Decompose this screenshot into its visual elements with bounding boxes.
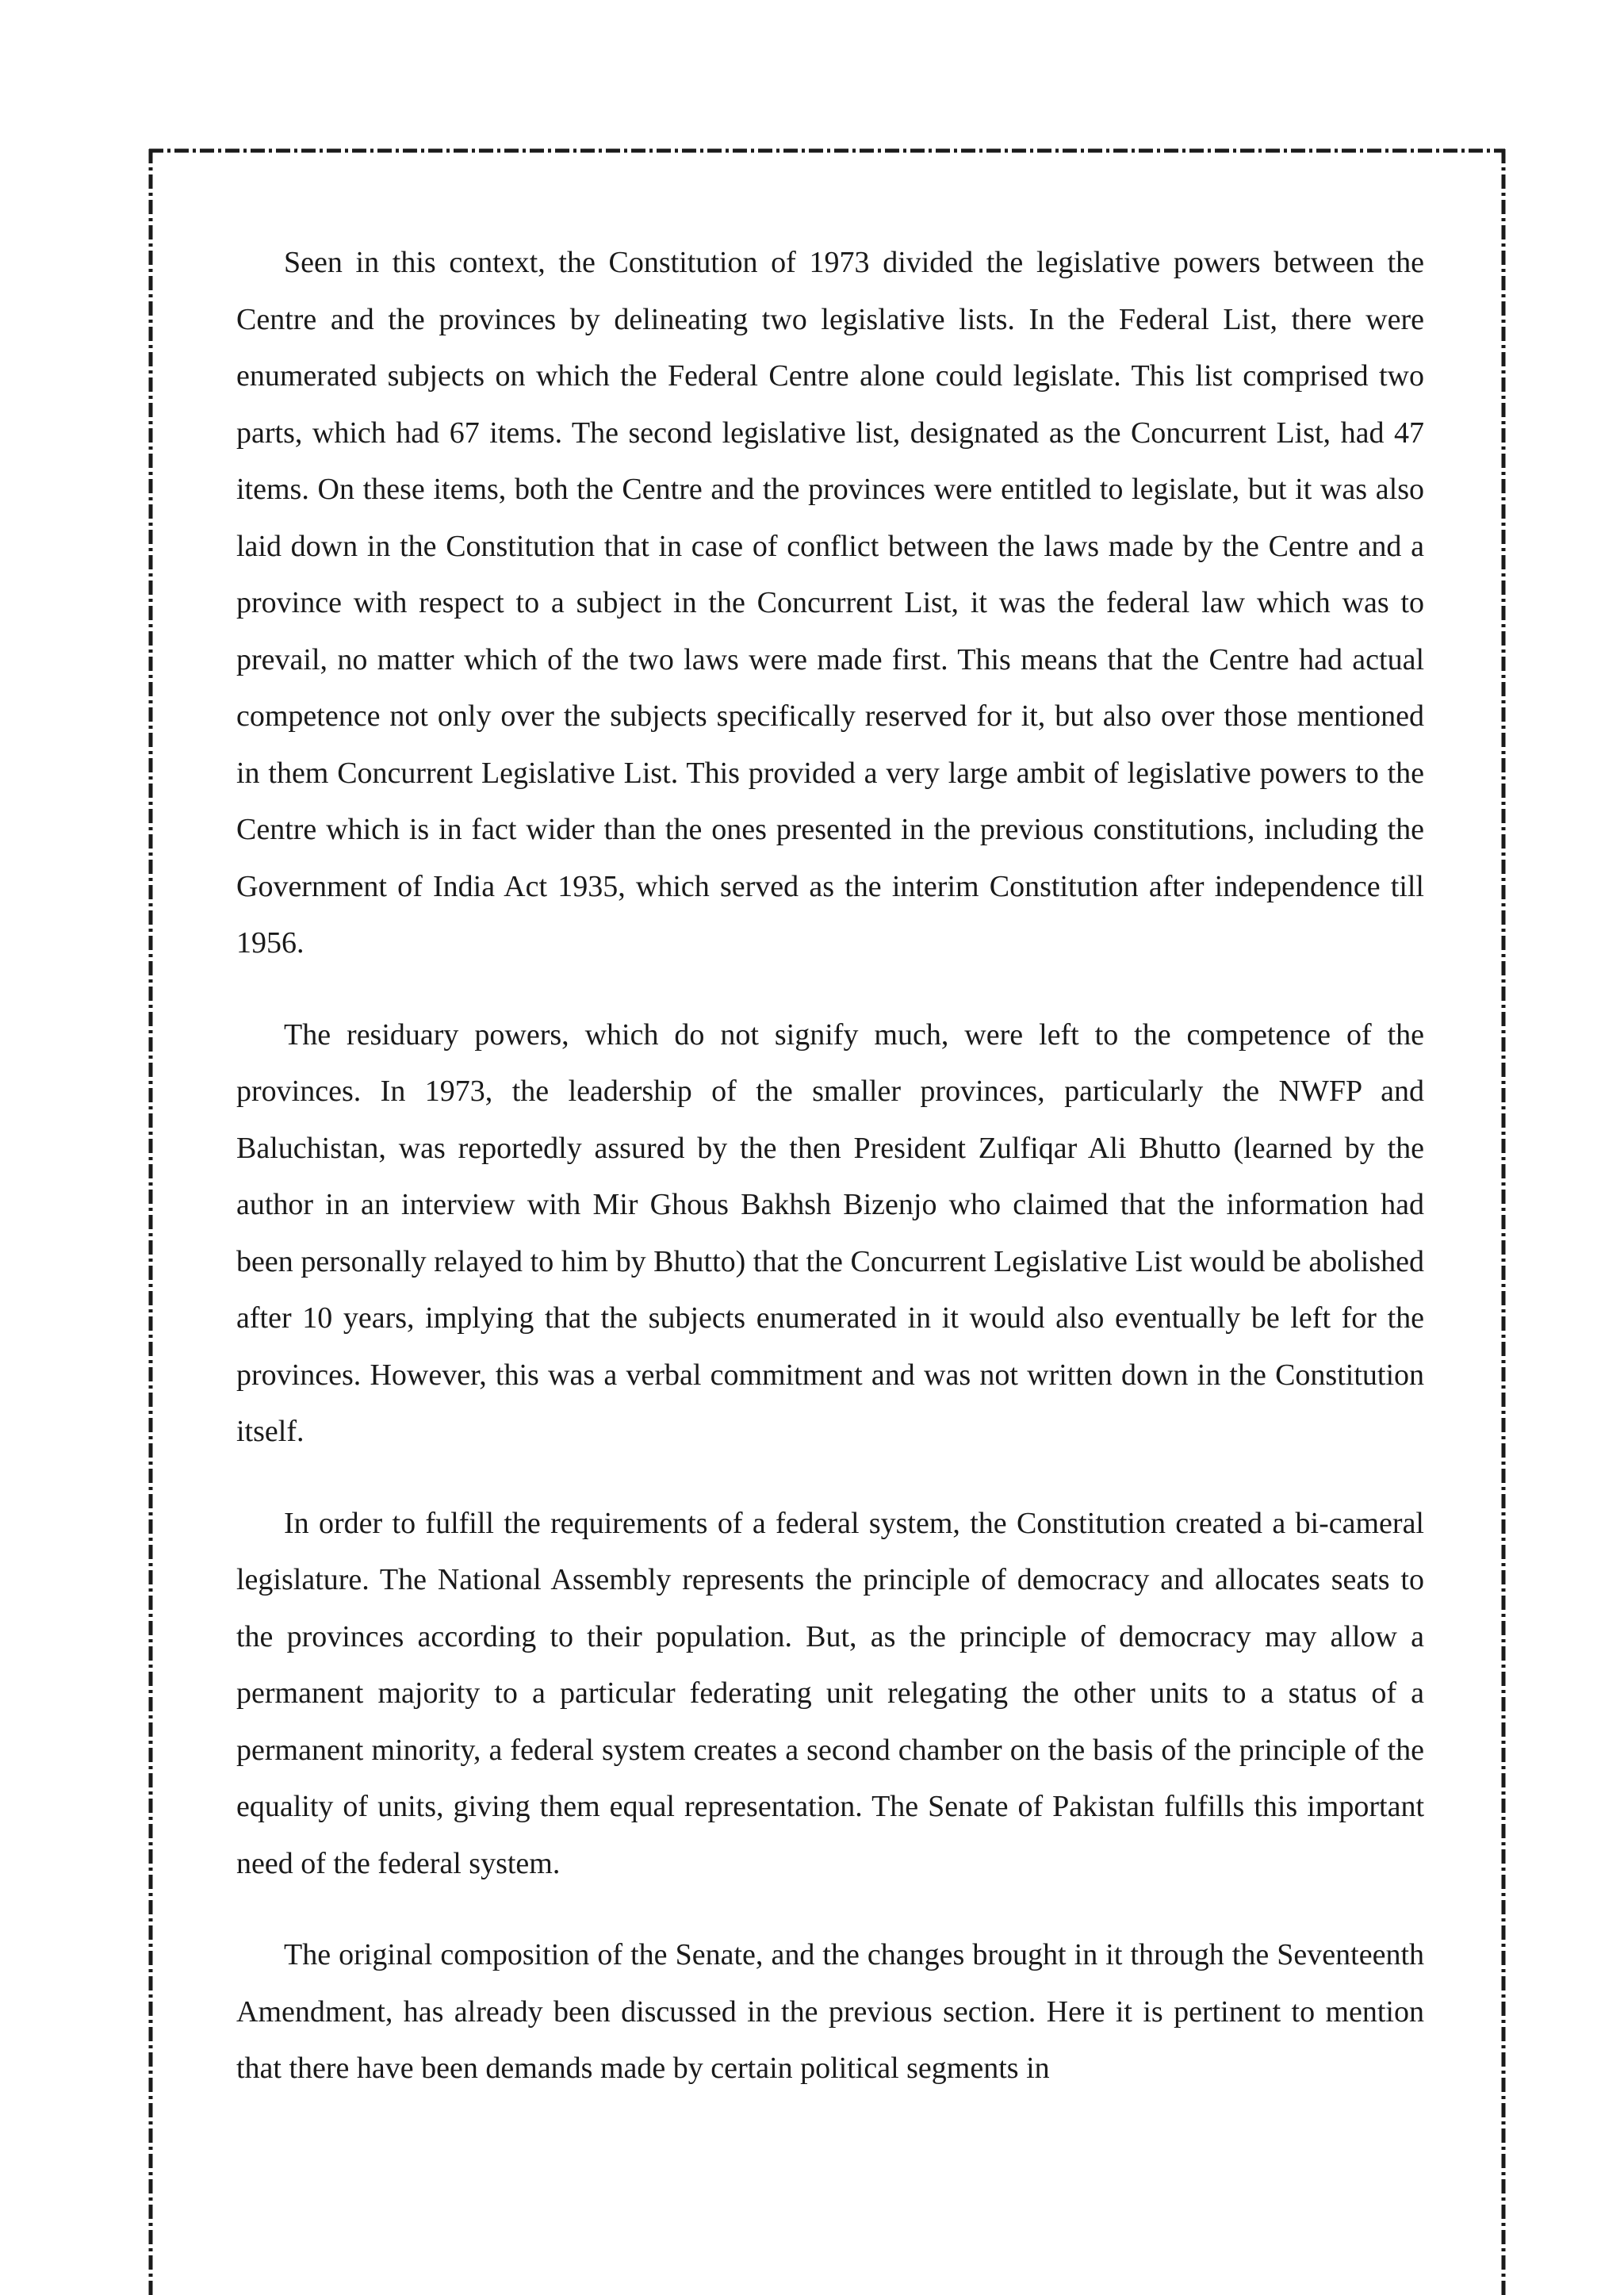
- paragraph-4: The original composition of the Senate, and the changes brought in it through the Seventeenth Amendment, has already been discussed in the previous section. Here it is pertinent to mention that there have been demands made by certain political segments in: [236, 1938, 1424, 2085]
- paragraph-2: The residuary powers, which do not signify much, were left to the competence of the provinces. In 1973, the leadership of the smaller provinces, particularly the NWFP and Baluchistan, was reportedly assured by the then President Zulfiqar Ali Bhutto (learned by the author in an interview with Mir Ghous Bakhsh Bizenjo who claimed that the information had been personally relayed to him by Bhutto) that the Concurrent Legislative List would be abolished after 10 years, implying that the subjects enumerated in it would also eventually be left for the provinces. However, this was a verbal commitment and was not written down in the Constitution itself.: [236, 1017, 1424, 1448]
- paragraph-3: In order to fulfill the requirements of a federal system, the Constitution created a bi-cameral legislature. The National Assembly represents the principle of democracy and allocates seats to the provinces according to their population. But, as the principle of democracy may allow a permanent majority to a particular federating unit relegating the other units to a status of a permanent minority, a federal system creates a second chamber on the basis of the principle of the equality of units, giving them equal representation. The Senate of Pakistan fulfills this important need of the federal system.: [236, 1506, 1424, 1880]
- paragraph-1: Seen in this context, the Constitution of 1973 divided the legislative powers between the Centre and the provinces by delineating two legislative lists. In the Federal List, there were enumerated subjects on which the Federal Centre alone could legislate. This list comprised two parts, which had 67 items. The second legislative list, designated as the Concurrent List, had 47 items. On these items, both the Centre and the provinces were entitled to legislate, but it was also laid down in the Constitution that in case of conflict between the laws made by the Centre and a province with respect to a subject in the Concurrent List, it was the federal law which was to prevail, no matter which of the two laws were made first. This means that the Centre had actual competence not only over the subjects specifically reserved for it, but also over those mentioned in them Concurrent Legislative List. This provided a very large ambit of legislative powers to the Centre which is in fact wider than the ones presented in the previous constitutions, including the Government of India Act 1935, which served as the interim Constitution after independence till 1956.: [236, 246, 1424, 960]
- document-body: [236, 235, 1424, 2132]
